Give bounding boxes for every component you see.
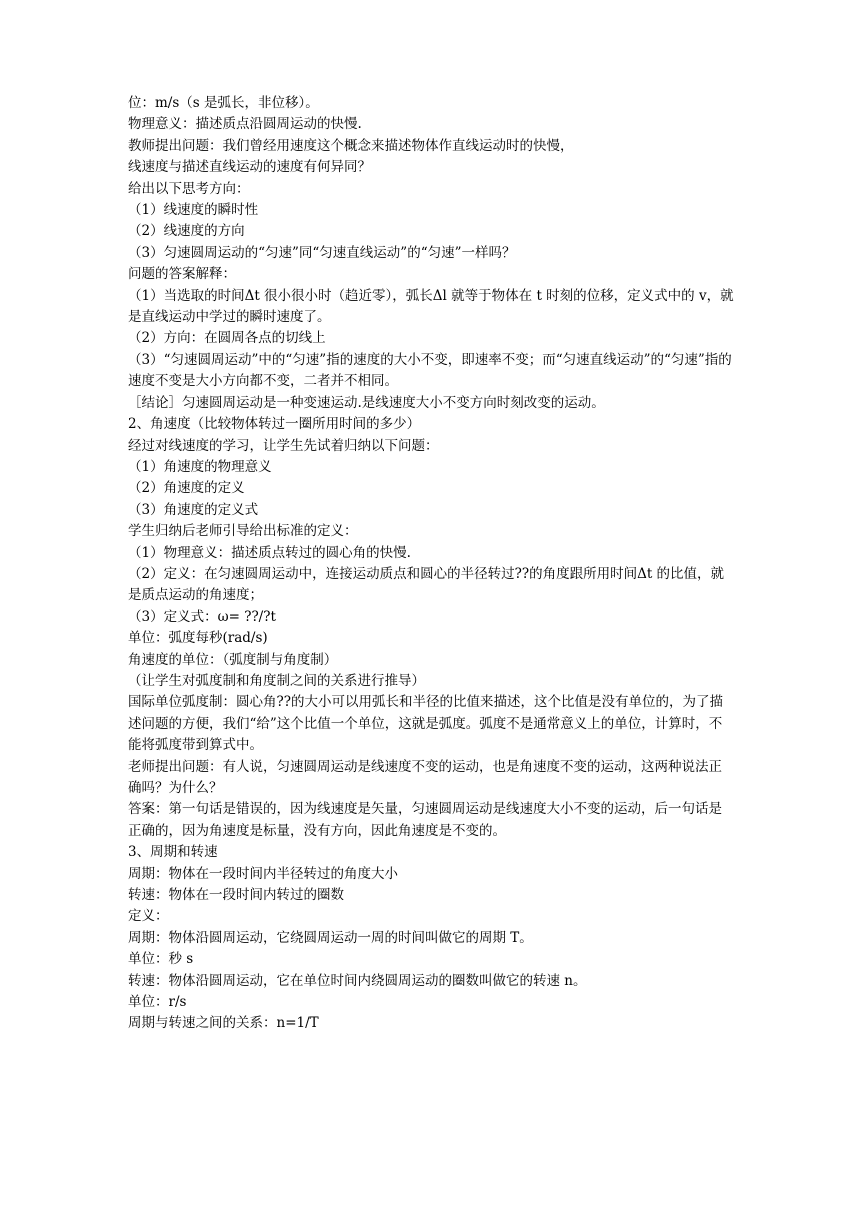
text-line: （让学生对弧度制和角度制之间的关系进行推导） <box>128 672 425 689</box>
text-paragraph: 老师提出问题：有人说，匀速圆周运动是线速度不变的运动，也是角速度不变的运动，这两种说法正确吗？为什么？ <box>128 758 722 796</box>
text-line: 线速度与描述直线运动的速度有何异同？ <box>128 159 371 176</box>
text-paragraph: 答案：第一句话是错误的，因为线速度是矢量，匀速圆周运动是线速度大小不变的运动，后一句话是正确的，因为角速度是标量，没有方向，因此角速度是不变的。 <box>128 801 722 839</box>
text-line: （1）角速度的物理意义 <box>128 458 272 475</box>
text-line: （2）角速度的定义 <box>128 480 245 497</box>
text-line: 转速：物体沿圆周运动，它在单位时间内绕圆周运动的圈数叫做它的转速 n。 <box>128 972 587 989</box>
text-line: 物理意义：描述质点沿圆周运动的快慢. <box>128 116 362 133</box>
conclusion-line: ［结论］匀速圆周运动是一种变速运动.是线速度大小不变方向时刻改变的运动。 <box>128 394 605 411</box>
text-line: 单位：弧度每秒(rad/s) <box>128 630 268 647</box>
text-paragraph: 国际单位弧度制：圆心角??的大小可以用弧长和半径的比值来描述，这个比值是没有单位的，为了描述问题的方便，我们“给”这个比值一个单位，这就是弧度。弧度不是通常意义上的单位，计算时，不能将弧度带到算式中。 <box>128 694 723 754</box>
text-line: 经过对线速度的学习，让学生先试着归纳以下问题： <box>128 437 439 454</box>
text-line: （2）线速度的方向 <box>128 223 245 240</box>
text-line: 周期：物体在一段时间内半径转过的角度大小 <box>128 865 398 882</box>
text-line: （1）线速度的瞬时性 <box>128 202 259 219</box>
text-line: （1）物理意义：描述质点转过的圆心角的快慢. <box>128 544 411 561</box>
document-body <box>128 93 734 1035</box>
text-paragraph: （2）定义：在匀速圆周运动中，连接运动质点和圆心的半径转过??的角度跟所用时间Δt 的比值，就是质点运动的角速度； <box>128 565 725 604</box>
text-line: （2）方向：在圆周各点的切线上 <box>128 330 326 347</box>
formula-line: （3）定义式：ω= ??/?t <box>128 608 276 625</box>
text-line: 角速度的单位：（弧度制与角度制） <box>128 651 338 668</box>
text-line: 问题的答案解释： <box>128 266 236 283</box>
text-line: 单位：秒 s <box>128 951 194 968</box>
text-line: 位：m/s（s 是弧长，非位移）。 <box>128 95 319 111</box>
text-line: 周期：物体沿圆周运动，它绕圆周运动一周的时间叫做它的周期 T。 <box>128 929 533 946</box>
text-line: 定义： <box>128 908 169 925</box>
section-heading: 2、角速度（比较物体转过一圈所用时间的多少） <box>128 416 421 433</box>
text-line: 学生归纳后老师引导给出标准的定义： <box>128 523 358 540</box>
text-paragraph: （1）当选取的时间Δt 很小很小时（趋近零），弧长Δl 就等于物体在 t 时刻的位移，定义式中的 v，就是直线运动中学过的瞬时速度了。 <box>128 287 734 326</box>
text-line: 转速：物体在一段时间内转过的圈数 <box>128 887 344 904</box>
text-paragraph: （3）“匀速圆周运动”中的“匀速”指的速度的大小不变，即速率不变；而“匀速直线运动”的“匀速”指的速度不变是大小方向都不变，二者并不相同。 <box>128 351 732 390</box>
text-line: （3）匀速圆周运动的“匀速”同“匀速直线运动”的“匀速”一样吗？ <box>128 244 516 261</box>
text-line: （3）角速度的定义式 <box>128 501 259 518</box>
text-line: 给出以下思考方向： <box>128 180 250 197</box>
formula-line: 周期与转速之间的关系：n=1/T <box>128 1015 319 1032</box>
text-line: 教师提出问题：我们曾经用速度这个概念来描述物体作直线运动时的快慢， <box>128 137 574 154</box>
section-heading: 3、周期和转速 <box>128 844 218 861</box>
text-line: 单位：r/s <box>128 994 187 1011</box>
